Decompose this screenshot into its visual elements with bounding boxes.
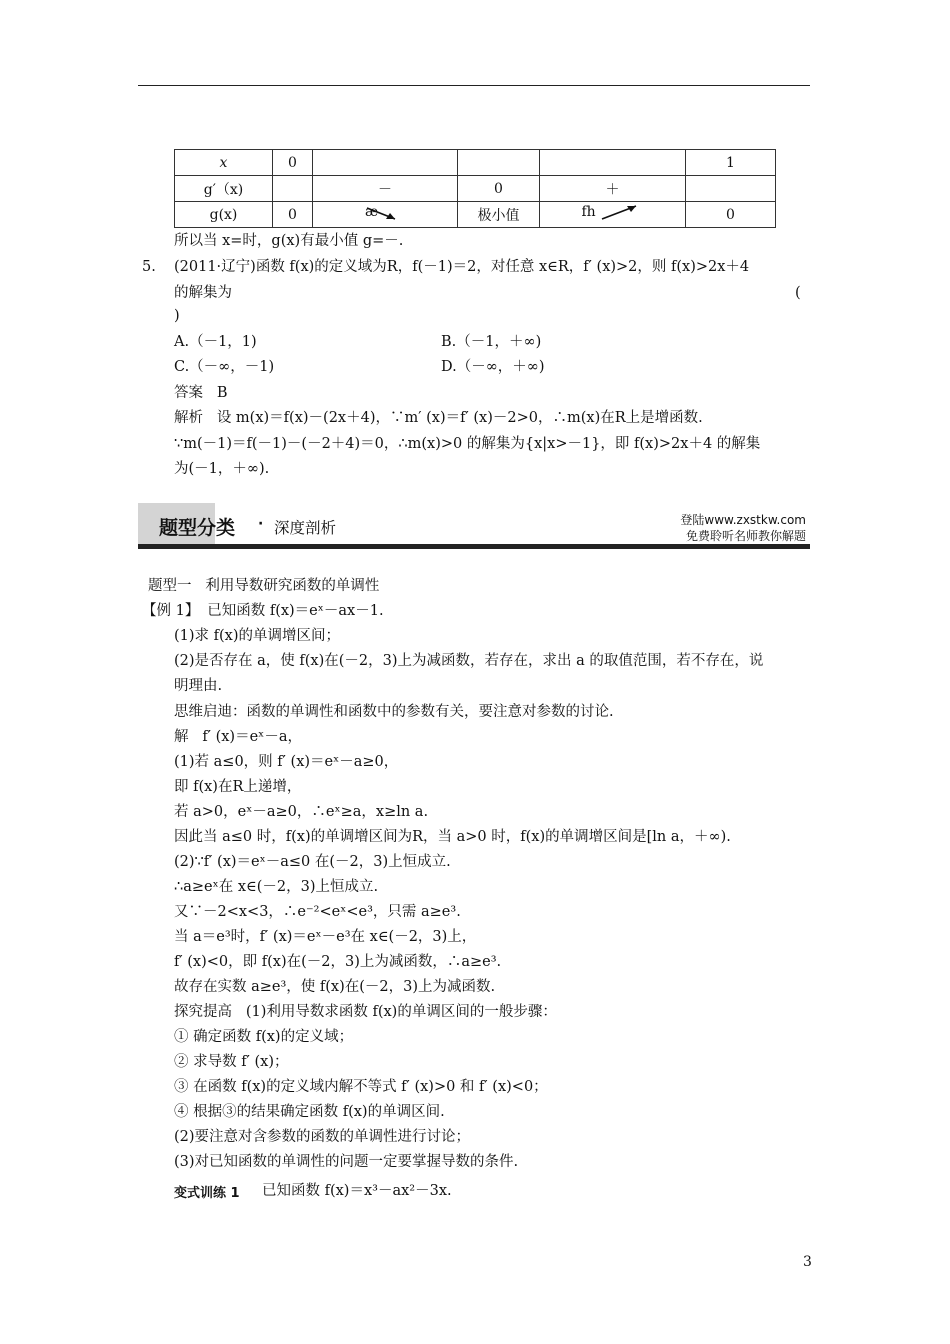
table-cell: 0 bbox=[458, 176, 540, 202]
table-row bbox=[175, 202, 776, 228]
body-line: 故存在实数 a≥e³，使 f(x)在(－2，3)上为减函数. bbox=[174, 979, 496, 995]
section-subtitle: 深度剖析 bbox=[274, 519, 337, 537]
table-cell: 0 bbox=[686, 202, 776, 228]
body-line: (2)要注意对含参数的函数的单调性进行讨论； bbox=[174, 1129, 471, 1145]
body-line: ④ 根据③的结果确定函数 f(x)的单调区间. bbox=[174, 1104, 445, 1120]
option-c: C.（－∞，－1) bbox=[174, 359, 275, 375]
body-line: (2)∵f′ (x)＝eˣ－a≤0 在(－2，3)上恒成立. bbox=[174, 854, 451, 870]
body-line: 明理由. bbox=[174, 678, 223, 694]
body-line: (3)对已知函数的单调性的问题一定要掌握导数的条件. bbox=[174, 1154, 519, 1170]
banner-website: 登陆www.zxstkw.com bbox=[680, 513, 806, 527]
option-d: D.（－∞，＋∞) bbox=[441, 359, 545, 375]
question-text: 的解集为 bbox=[174, 285, 232, 301]
body-line: 因此当 a≤0 时，f(x)的单调增区间为R，当 a>0 时，f(x)的单调增区间是[ln a，＋∞). bbox=[174, 829, 731, 845]
body-line: 即 f(x)在R上递增， bbox=[174, 779, 302, 795]
body-line: (1)若 a≤0，则 f′ (x)＝eˣ－a≥0， bbox=[174, 754, 399, 770]
analysis-line: 解析 设 m(x)＝f(x)－(2x＋4)，∵m′ (x)＝f′ (x)－2>0，∴m(x)在R上是增函数. bbox=[174, 410, 703, 426]
question-number: 5. bbox=[142, 259, 156, 275]
table-row bbox=[175, 150, 776, 176]
table-cell: g(x) bbox=[175, 202, 273, 228]
variant-training-label: 变式训练 1 bbox=[174, 1186, 240, 1201]
section-banner bbox=[138, 503, 810, 549]
body-line: 又∵－2<x<3，∴e⁻²<eˣ<e³，只需 a≥e³. bbox=[174, 904, 461, 920]
body-line: ③ 在函数 f(x)的定义域内解不等式 f′ (x)>0 和 f′ (x)<0； bbox=[174, 1079, 548, 1095]
header-rule bbox=[138, 85, 810, 86]
table-cell: x bbox=[175, 150, 273, 176]
table-cell: 极小值 bbox=[458, 202, 540, 228]
arrow-down-right-icon bbox=[355, 203, 415, 223]
example-label: 【例 1】 bbox=[142, 603, 200, 619]
banner-rule bbox=[138, 544, 810, 549]
table-row bbox=[175, 176, 776, 202]
body-line: ① 确定函数 f(x)的定义域； bbox=[174, 1029, 354, 1045]
body-line: 解 f′ (x)＝eˣ－a， bbox=[174, 729, 302, 745]
example-text: 已知函数 f(x)＝eˣ－ax－1. bbox=[198, 603, 384, 619]
table-cell bbox=[458, 150, 540, 176]
table-cell: － bbox=[313, 176, 458, 202]
table-cell bbox=[313, 202, 458, 228]
body-line: 探究提高 (1)利用导数求函数 f(x)的单调区间的一般步骤： bbox=[174, 1004, 557, 1020]
table-cell bbox=[540, 150, 686, 176]
answer-bracket-open: ( bbox=[795, 285, 801, 301]
increasing-label: fh bbox=[581, 203, 596, 220]
section-separator: · bbox=[258, 516, 264, 532]
answer-bracket-close: ) bbox=[174, 308, 180, 324]
body-line: ② 求导数 f′ (x)； bbox=[174, 1054, 289, 1070]
option-a: A.（－1，1) bbox=[174, 334, 257, 350]
topic-heading: 题型一 利用导数研究函数的单调性 bbox=[148, 578, 380, 594]
body-line: 思维启迪：函数的单调性和函数中的参数有关，要注意对参数的讨论. bbox=[174, 704, 614, 720]
body-line: 若 a>0，eˣ－a≥0，∴eˣ≥a，x≥ln a. bbox=[174, 804, 429, 820]
table-cell: g′（x) bbox=[175, 176, 273, 202]
body-line: (1)求 f(x)的单调增区间； bbox=[174, 628, 341, 644]
table-cell bbox=[273, 176, 313, 202]
section-title: 题型分类 bbox=[159, 517, 236, 539]
variation-table bbox=[174, 149, 776, 228]
table-cell: 1 bbox=[686, 150, 776, 176]
answer-line: 答案 B bbox=[174, 385, 228, 401]
table-cell bbox=[540, 202, 686, 228]
body-line: 当 a＝e³时，f′ (x)＝eˣ－e³在 x∈(－2，3)上， bbox=[174, 929, 477, 945]
body-line: f′ (x)<0，即 f(x)在(－2，3)上为减函数，∴a≥e³. bbox=[174, 954, 502, 970]
conclusion-line: 所以当 x=时，g(x)有最小值 g=－. bbox=[174, 233, 404, 249]
arrow-up-right-icon bbox=[578, 203, 648, 223]
variant-training-text: 已知函数 f(x)＝x³－ax²－3x. bbox=[262, 1183, 452, 1199]
banner-slogan: 免费聆听名师教你解题 bbox=[685, 529, 806, 543]
decreasing-label: æ bbox=[365, 203, 379, 220]
option-b: B.（－1，＋∞) bbox=[441, 334, 542, 350]
analysis-line: ∵m(－1)＝f(－1)－(－2＋4)＝0，∴m(x)>0 的解集为{x|x>－1}，即 f(x)>2x＋4 的解集 bbox=[174, 436, 761, 452]
table-cell bbox=[686, 176, 776, 202]
table-cell: 0 bbox=[273, 150, 313, 176]
table-cell bbox=[313, 150, 458, 176]
analysis-line: 为(－1，＋∞). bbox=[174, 461, 270, 477]
body-line: (2)是否存在 a，使 f(x)在(－2，3)上为减函数，若存在，求出 a 的取值范围，若不存在，说 bbox=[174, 653, 764, 669]
table-cell: ＋ bbox=[540, 176, 686, 202]
body-line: ∴a≥eˣ在 x∈(－2，3)上恒成立. bbox=[174, 879, 379, 895]
table-cell: 0 bbox=[273, 202, 313, 228]
page-number: 3 bbox=[803, 1254, 812, 1270]
question-text: (2011·辽宁)函数 f(x)的定义域为R，f(－1)＝2，对任意 x∈R，f′ (x)>2，则 f(x)>2x＋4 bbox=[174, 259, 750, 275]
